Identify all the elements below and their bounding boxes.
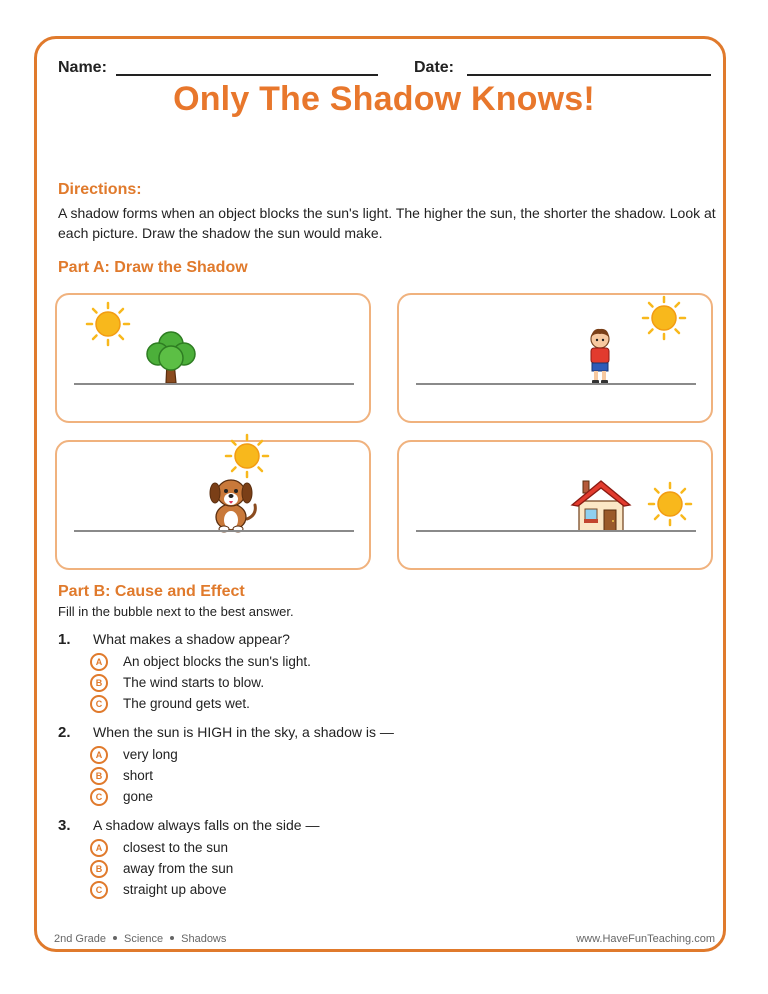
answer-bubble[interactable]: B bbox=[90, 674, 108, 692]
answer-text: gone bbox=[123, 789, 154, 804]
footer-subject: Science bbox=[123, 933, 164, 945]
answer-text: straight up above bbox=[123, 882, 227, 897]
answer-bubble[interactable]: B bbox=[90, 767, 108, 785]
answer-text: very long bbox=[123, 747, 178, 762]
answer-bubble[interactable]: A bbox=[90, 839, 108, 857]
date-field[interactable] bbox=[467, 74, 711, 76]
ground-line bbox=[74, 530, 354, 532]
answer-text: away from the sun bbox=[123, 861, 234, 876]
answer-bubble[interactable]: C bbox=[90, 695, 108, 713]
part-b-instructions: Fill in the bubble next to the best answer. bbox=[58, 604, 294, 619]
boy-icon bbox=[585, 328, 615, 386]
drawing-panel-tree[interactable] bbox=[55, 293, 371, 423]
question-number: 1. bbox=[58, 631, 71, 648]
drawing-panel-dog[interactable] bbox=[55, 440, 371, 570]
directions-heading: Directions: bbox=[58, 181, 142, 198]
drawing-panel-house[interactable] bbox=[397, 440, 713, 570]
answer-text: closest to the sun bbox=[123, 840, 229, 855]
sun-icon bbox=[647, 481, 693, 527]
ground-line bbox=[416, 383, 696, 385]
house-icon bbox=[569, 475, 633, 533]
ground-line bbox=[416, 530, 696, 532]
drawing-panel-boy[interactable] bbox=[397, 293, 713, 423]
answer-bubble[interactable]: C bbox=[90, 881, 108, 899]
question-number: 2. bbox=[58, 724, 71, 741]
question-text: A shadow always falls on the side — bbox=[93, 817, 320, 833]
answer-bubble[interactable]: C bbox=[90, 788, 108, 806]
dog-icon bbox=[203, 475, 259, 533]
sun-icon bbox=[85, 301, 131, 347]
answer-text: short bbox=[123, 768, 154, 783]
footer-grade: 2nd Grade bbox=[54, 933, 106, 945]
answer-text: An object blocks the sun's light. bbox=[123, 654, 311, 669]
answer-bubble[interactable]: A bbox=[90, 653, 108, 671]
answer-bubble[interactable]: B bbox=[90, 860, 108, 878]
part-a-heading: Part A: Draw the Shadow bbox=[58, 259, 248, 276]
separator-dot bbox=[170, 936, 174, 940]
tree-icon bbox=[143, 328, 199, 386]
answer-text: The ground gets wet. bbox=[123, 696, 250, 711]
sun-icon bbox=[224, 433, 270, 479]
part-b-heading: Part B: Cause and Effect bbox=[58, 583, 245, 600]
footer-tags bbox=[54, 933, 226, 945]
name-field[interactable] bbox=[116, 74, 378, 76]
name-label: Name: bbox=[58, 59, 107, 76]
footer-topic: Shadows bbox=[181, 933, 227, 945]
directions-text: A shadow forms when an object blocks the sun's light. The higher the sun, the shorter the shadow. Look at each picture. Draw the shadow the sun would make. bbox=[58, 205, 716, 241]
footer-site-link[interactable]: www.HaveFunTeaching.com bbox=[576, 933, 715, 945]
ground-line bbox=[74, 383, 354, 385]
date-label: Date: bbox=[414, 59, 455, 76]
answer-text: The wind starts to blow. bbox=[123, 675, 265, 690]
question-text: When the sun is HIGH in the sky, a shadow is — bbox=[93, 724, 394, 740]
sun-icon bbox=[641, 295, 687, 341]
question-number: 3. bbox=[58, 817, 71, 834]
separator-dot bbox=[113, 936, 117, 940]
question-text: What makes a shadow appear? bbox=[93, 631, 290, 647]
answer-bubble[interactable]: A bbox=[90, 746, 108, 764]
page-title: Only The Shadow Knows! bbox=[173, 80, 595, 118]
